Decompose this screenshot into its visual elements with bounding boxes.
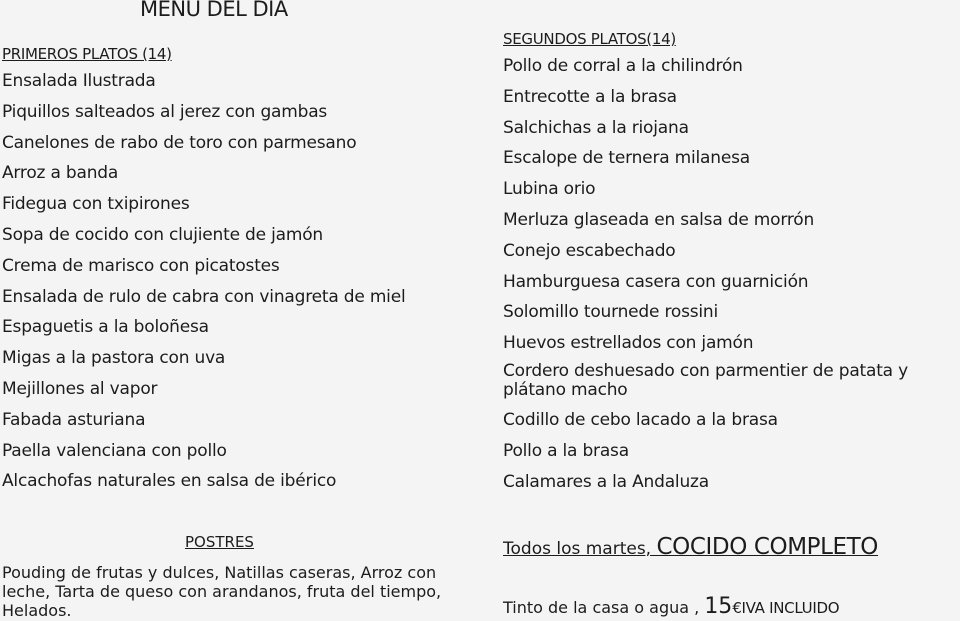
primeros-platos-section bbox=[2, 42, 472, 497]
dish-item: Solomillo tournede rossini bbox=[503, 302, 719, 323]
drink-text: Tinto de la casa o agua , bbox=[503, 598, 705, 617]
segundos-platos-section bbox=[503, 27, 960, 497]
dish-item: Merluza glaseada en salsa de morrón bbox=[503, 209, 815, 230]
primeros-platos-list bbox=[2, 66, 472, 497]
dish-item: Mejillones al vapor bbox=[2, 378, 158, 399]
segundos-platos-heading: SEGUNDOS PLATOS(14) bbox=[503, 30, 676, 48]
dish-item: Cordero deshuesado con parmentier de patata y plátano macho bbox=[503, 360, 908, 400]
special-dish: COCIDO COMPLETO bbox=[656, 534, 879, 560]
dish-item: Hamburguesa casera con guarnición bbox=[503, 271, 809, 292]
dish-item: Huevos estrellados con jamón bbox=[503, 333, 754, 354]
price-note: €IVA INCLUIDO bbox=[732, 599, 840, 617]
price-line bbox=[503, 594, 839, 619]
dish-item: Pollo a la brasa bbox=[503, 440, 629, 461]
dish-item: Espaguetis a la boloñesa bbox=[2, 317, 209, 338]
menu-title: MENU DEL DIA bbox=[140, 0, 288, 21]
dish-item: Piquillos salteados al jerez con gambas bbox=[2, 101, 328, 122]
dish-item: Calamares a la Andaluza bbox=[503, 471, 709, 492]
postres-heading: POSTRES bbox=[185, 533, 254, 551]
price-amount: 15 bbox=[704, 594, 733, 619]
dish-item: Conejo escabechado bbox=[503, 240, 676, 261]
dish-item: Canelones de rabo de toro con parmesano bbox=[2, 132, 357, 153]
postres-text: Pouding de frutas y dulces, Natillas caseras, Arroz con leche, Tarta de queso con arandanos, fruta del tiempo, Helados. bbox=[2, 563, 442, 620]
dish-item: Entrecotte a la brasa bbox=[503, 86, 677, 107]
dish-item: Paella valenciana con pollo bbox=[2, 440, 227, 461]
dish-item: Sopa de cocido con clujiente de jamón bbox=[2, 224, 323, 245]
primeros-platos-heading: PRIMEROS PLATOS (14) bbox=[2, 45, 172, 63]
dish-item: Pollo de corral a la chilindrón bbox=[503, 56, 743, 76]
dish-item: Ensalada Ilustrada bbox=[2, 71, 156, 91]
segundos-platos-list bbox=[503, 51, 960, 497]
special-prefix: Todos los martes, bbox=[503, 539, 657, 559]
dish-item: Crema de marisco con picatostes bbox=[2, 255, 280, 276]
dish-item: Ensalada de rulo de cabra con vinagreta de miel bbox=[2, 286, 406, 307]
dish-item: Lubina orio bbox=[503, 179, 596, 200]
dish-item: Salchichas a la riojana bbox=[503, 117, 689, 138]
special-offer bbox=[503, 534, 878, 560]
dish-item: Fabada asturiana bbox=[2, 409, 146, 430]
dish-item: Codillo de cebo lacado a la brasa bbox=[503, 409, 778, 430]
dish-item: Alcachofas naturales en salsa de ibérico bbox=[2, 471, 337, 492]
dish-item: Arroz a banda bbox=[2, 163, 119, 184]
dish-item: Escalope de ternera milanesa bbox=[503, 148, 750, 169]
dish-item: Fidegua con txipirones bbox=[2, 194, 190, 215]
dish-item: Migas a la pastora con uva bbox=[2, 348, 226, 369]
